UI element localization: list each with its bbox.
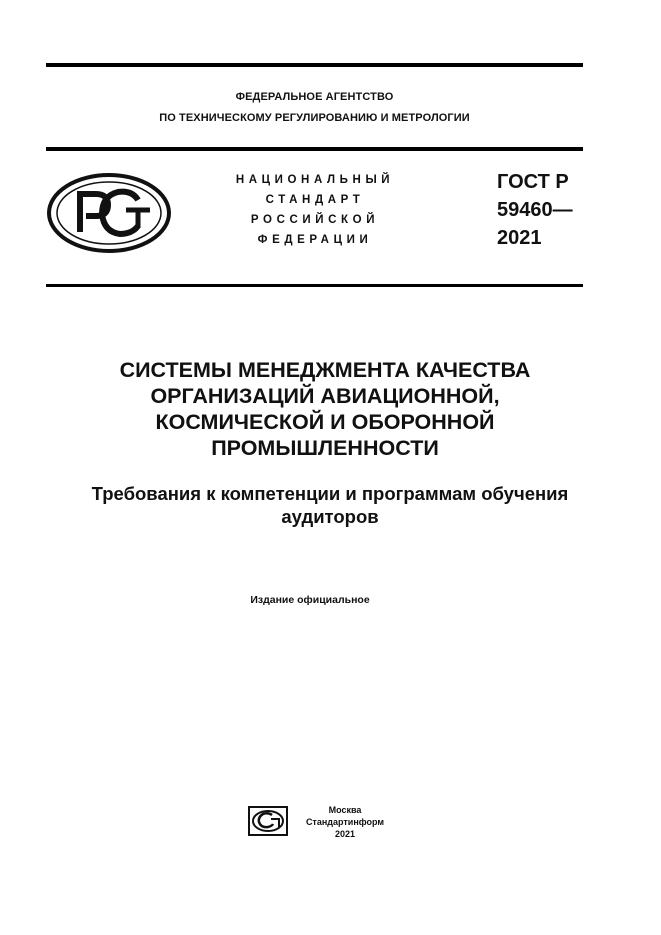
standartinform-logo-icon (248, 806, 288, 836)
standard-type-line-3: РОССИЙСКОЙ (250, 214, 380, 226)
designation-line-1: ГОСТ Р (497, 171, 569, 193)
publisher-city: Москва (328, 805, 362, 815)
publisher-name: Стандартинформ (305, 817, 385, 827)
document-title-line-3: КОСМИЧЕСКОЙ И ОБОРОННОЙ (155, 410, 495, 434)
document-title-line-1: СИСТЕМЫ МЕНЕДЖМЕНТА КАЧЕСТВА (119, 358, 531, 382)
agency-line-1: ФЕДЕРАЛЬНОЕ АГЕНТСТВО (235, 91, 394, 103)
designation-line-2: 59460— (497, 199, 573, 221)
designation-line-3: 2021 (497, 227, 542, 249)
document-subtitle-line-1: Требования к компетенции и программам обучения (91, 483, 569, 504)
top-rule (46, 63, 583, 67)
document-title-line-2: ОРГАНИЗАЦИЙ АВИАЦИОННОЙ, (150, 384, 500, 408)
standard-type-line-2: СТАНДАРТ (265, 194, 365, 206)
document-subtitle-line-2: аудиторов (281, 506, 379, 527)
agency-line-2: ПО ТЕХНИЧЕСКОМУ РЕГУЛИРОВАНИЮ И МЕТРОЛОГИИ (159, 112, 470, 124)
edition-label: Издание официальное (250, 594, 370, 606)
standard-type-line-4: ФЕДЕРАЦИИ (257, 234, 373, 246)
logo-section-rule (46, 284, 583, 287)
standard-type-line-1: НАЦИОНАЛЬНЫЙ (235, 174, 395, 186)
publisher-year: 2021 (334, 829, 356, 839)
header-rule (46, 147, 583, 151)
rst-certification-logo-icon (46, 172, 172, 254)
document-title-line-4: ПРОМЫШЛЕННОСТИ (211, 436, 439, 460)
